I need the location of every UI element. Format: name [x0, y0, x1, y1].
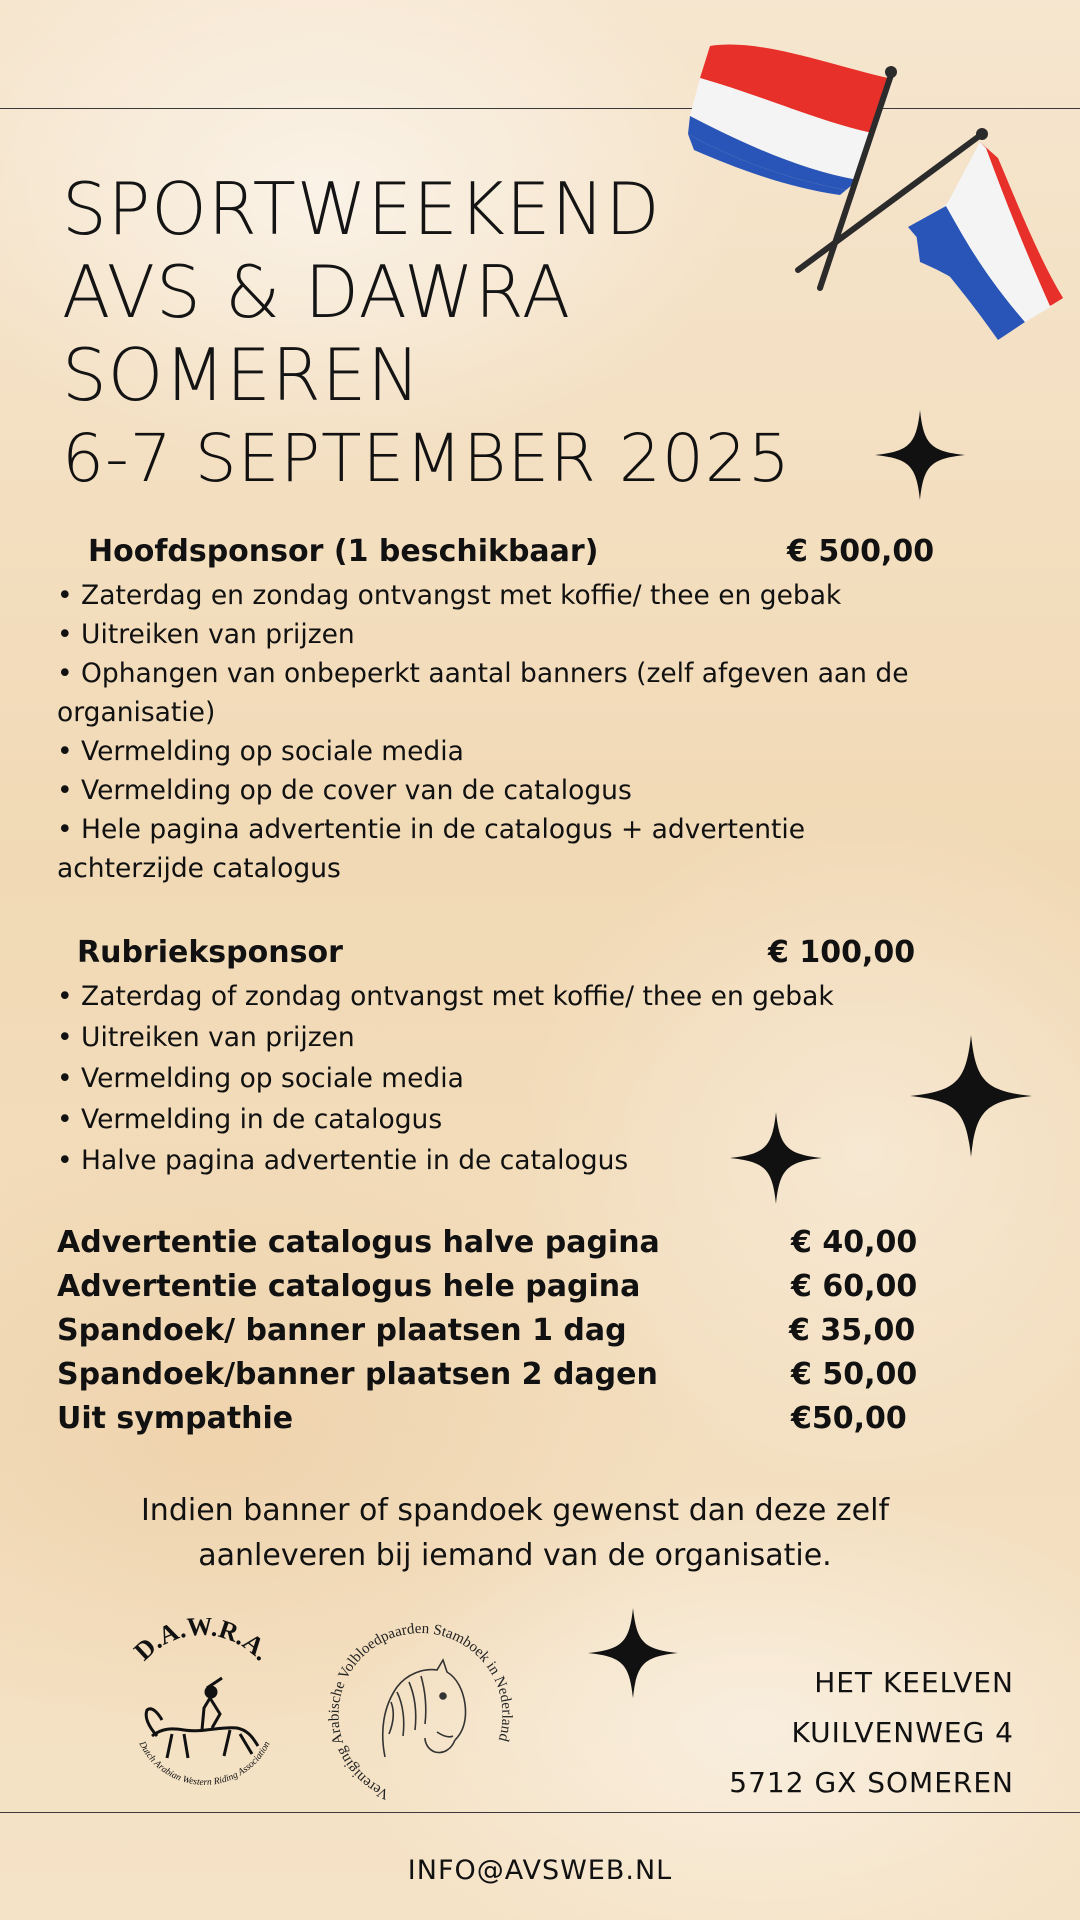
avs-logo-ring-text: Vereniging Arabische Volbloedpaarden Stamboek in Nederland [326, 1620, 515, 1803]
price-row-label: Advertentie catalogus halve pagina [57, 1225, 660, 1260]
list-item: • Hele pagina advertentie in de catalogus + advertentie achterzijde catalogus [57, 814, 806, 884]
category-sponsor-heading: Rubrieksponsor [77, 935, 343, 970]
contact-email[interactable]: INFO@AVSWEB.NL [407, 1855, 673, 1886]
address-line-venue: HET KEELVEN [814, 1666, 1014, 1699]
list-item: • Ophangen van onbeperkt aantal banners (zelf afgeven aan de organisatie) [57, 658, 909, 728]
sparkle-icon [910, 1035, 1032, 1157]
list-item: • Zaterdag of zondag ontvangst met koffie/ thee en gebak [57, 981, 834, 1012]
address-line-street: KUILVENWEG 4 [791, 1716, 1014, 1749]
main-sponsor-heading: Hoofdsponsor (1 beschikbaar) [88, 534, 599, 569]
category-sponsor-price: € 100,00 [768, 935, 916, 970]
price-row [57, 1401, 957, 1445]
price-row-label: Spandoek/ banner plaatsen 1 dag [57, 1313, 627, 1348]
svg-text:D.A.W.R.A. [128, 1618, 276, 1666]
address-line-city: 5712 GX SOMEREN [729, 1766, 1014, 1799]
dawra-logo-subtitle: Dutch Arabian Western Riding Association [136, 1739, 273, 1788]
sparkle-icon [875, 410, 965, 500]
bottom-divider [0, 1812, 1080, 1813]
title-line-3: SOMEREN [62, 333, 422, 417]
list-item: • Vermelding op sociale media [57, 1063, 464, 1094]
price-row-price: € 35,00 [789, 1313, 916, 1348]
price-row-price: € 40,00 [791, 1225, 918, 1260]
list-item: • Halve pagina advertentie in de catalogus [57, 1145, 629, 1176]
main-sponsor-benefits [57, 576, 977, 888]
main-sponsor-price: € 500,00 [787, 534, 935, 569]
dutch-flag-icon [688, 45, 897, 288]
dawra-logo [112, 1618, 292, 1808]
list-item: • Vermelding op sociale media [57, 736, 464, 767]
price-row [57, 1269, 957, 1313]
event-date: 6-7 SEPTEMBER 2025 [62, 420, 791, 497]
price-row-label: Spandoek/banner plaatsen 2 dagen [57, 1357, 658, 1392]
price-row-price: €50,00 [791, 1401, 907, 1436]
price-row [57, 1225, 957, 1269]
svg-text:Dutch Arabian Western Riding A [136, 1739, 273, 1788]
title-line-2: AVS & DAWRA [62, 250, 572, 334]
title-line-1: SPORTWEEKEND [62, 167, 661, 251]
venue-address [729, 1658, 1014, 1808]
event-title [62, 168, 673, 417]
price-row-price: € 50,00 [791, 1357, 918, 1392]
list-item: • Uitreiken van prijzen [57, 1022, 355, 1053]
list-item: • Vermelding op de cover van de catalogus [57, 775, 632, 806]
list-item: • Vermelding in de catalogus [57, 1104, 443, 1135]
price-row-label: Uit sympathie [57, 1401, 294, 1436]
list-item: • Uitreiken van prijzen [57, 619, 355, 650]
extras-price-list [57, 1225, 957, 1445]
avs-logo [325, 1612, 515, 1812]
horse-head-icon [383, 1660, 466, 1757]
price-row [57, 1357, 957, 1401]
sparkle-icon [588, 1608, 678, 1698]
svg-text:Vereniging Arabische Volbloedp [326, 1621, 514, 1802]
dawra-logo-letters: D.A.W.R.A. [128, 1618, 277, 1667]
horse-rider-icon [146, 1678, 258, 1758]
price-row-label: Advertentie catalogus hele pagina [57, 1269, 641, 1304]
category-sponsor-benefits [57, 976, 834, 1181]
price-row-price: € 60,00 [791, 1269, 918, 1304]
dutch-flags-icon [680, 30, 1080, 350]
list-item: • Zaterdag en zondag ontvangst met koffie/ thee en gebak [57, 580, 842, 611]
banner-note: Indien banner of spandoek gewenst dan deze zelf aanleveren bij iemand van de organisatie. [140, 1493, 890, 1573]
price-row [57, 1313, 957, 1357]
